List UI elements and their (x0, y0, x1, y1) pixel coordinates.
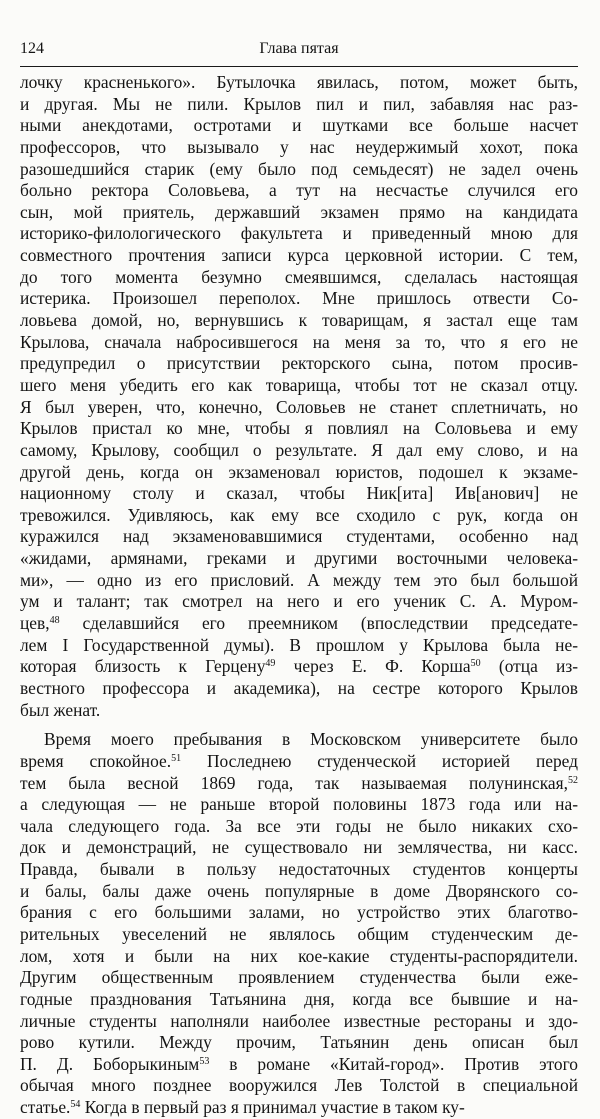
text-line: обычая много позднее вооружился Лев Толстой в специальной (20, 1075, 578, 1096)
text-line: чала следующего года. За все эти годы не было никаких схо- (20, 815, 578, 836)
running-head: Глава пятая (259, 40, 339, 57)
text-line: Крылова, сначала набросившегося на меня за то, что я его не (20, 331, 578, 352)
text-line: ловьева домой, но, вернувшись к товарищам, я застал еще там (20, 310, 578, 331)
text-line: совместного прочтения записи курса церковной истории. С тем, (20, 245, 578, 266)
text-line: сын, мой приятель, державший экзамен прямо на кандидата (20, 201, 578, 222)
text-line: Правда, бывали в пользу недостаточных студентов концерты (20, 859, 578, 880)
paragraph-gap (20, 721, 578, 729)
text-line: ум и талант; так смотрел на него и его ученик С. А. Муром- (20, 591, 578, 612)
text-line: Время моего пребывания в Московском университете было (44, 729, 578, 750)
text-line: был женат. (20, 699, 101, 720)
body-text (20, 72, 578, 1119)
text-line: ми», — одно из его присловий. А между тем это был большой (20, 569, 578, 590)
text-line: и другая. Мы не пили. Крылов пил и пил, забавляя нас раз- (20, 93, 578, 114)
text-line: лем I Государственной думы). В прошлом у Крылова была не- (20, 634, 578, 655)
text-line: больно ректора Соловьева, а тут на несчастье случился его (20, 180, 578, 201)
text-line: цев,$^{48}$ сделавшийся его преемником (впоследствии председате- (20, 613, 578, 634)
text-line: предупредил о присутствии ректорского сына, потом просив- (20, 353, 578, 374)
text-line: историко-филологического факультета и приведенный мною для (20, 223, 578, 244)
page-header (20, 40, 578, 67)
text-line: Крылов пристал ко мне, чтобы я повлиял на Соловьева и ему (20, 418, 578, 439)
text-line: истерика. Произошел переполох. Мне пришлось отвести Со- (20, 288, 578, 309)
text-line: док и демонстраций, не существовало ни землячества, ни касс. (20, 837, 578, 858)
paragraph (20, 729, 578, 1119)
footnote-marker: 51 (171, 752, 182, 764)
footnote-marker: 53 (199, 1055, 210, 1067)
text-line: годные празднования Татьянина дня, когда все бывшие и на- (20, 988, 578, 1009)
text-line: личные студенты наполняли наиболее известные рестораны и здо- (20, 1010, 578, 1031)
text-line: другой день, когда он экзаменовал юристов, подошел к экзаме- (20, 461, 578, 482)
text-line: статье.$^{54}$ Когда в первый раз я принимал участие в таком ку- (20, 1097, 465, 1118)
text-line: а следующая — не раньше второй половины 1873 года или на- (20, 794, 578, 815)
text-line: Другим общественным проявлением студенчества были еже- (20, 967, 578, 988)
text-line: национному столу и сказал, чтобы Ник[ита] Ив[анович] не (20, 483, 578, 504)
text-line: до того момента безумно смеявшимся, сделалась настоящая (20, 266, 578, 287)
page-number: 124 (20, 40, 44, 57)
footnote-marker: 54 (70, 1099, 81, 1111)
text-line: которая близость к Герцену$^{49}$ через Е. Ф. Корша$^{50}$ (отца из- (20, 656, 578, 677)
text-line: рово кутили. Между прочим, Татьянин день описан был (20, 1032, 578, 1053)
footnote-marker: 52 (568, 774, 578, 786)
footnote-marker: 49 (265, 658, 276, 670)
text-line: время спокойное.$^{51}$ Последнею студенческой историей перед (20, 750, 578, 771)
text-line: Я был уверен, что, конечно, Соловьев не станет сплетничать, но (20, 396, 578, 417)
text-line: профессоров, что вызывало у нас неудержимый хохот, пока (20, 136, 578, 157)
text-line: тревожился. Удивляюсь, как ему все сходило с рук, когда он (20, 504, 578, 525)
text-line: и балы, балы даже очень популярные в доме Дворянского со- (20, 880, 578, 901)
text-line: куражился над экзаменовавшимися студентами, особенно над (20, 526, 578, 547)
text-line: разошедшийся старик (ему было под семьдесят) не задел очень (20, 158, 578, 179)
text-line: лочку красненького». Бутылочка явилась, потом, может быть, (20, 72, 578, 92)
text-line: самому, Крылову, сообщил о результате. Я дал ему слово, и на (20, 439, 578, 460)
text-line: тем была весной 1869 года, так называемая полунинская,$^{52}$ (20, 772, 578, 793)
text-line: вестного профессора и академика), на сестре которого Крылов (20, 677, 578, 698)
text-line: «жидами, армянами, греками и другими восточными человека- (20, 548, 578, 569)
text-line: ными анекдотами, остротами и шутками все больше насчет (20, 115, 578, 136)
text-line: брания с его большими залами, но устройство этих благотво- (20, 902, 578, 923)
footnote-marker: 48 (49, 615, 60, 627)
text-line: рительных увеселений не являлось общим студенческим де- (20, 923, 578, 944)
paragraph (20, 72, 578, 721)
text-line: лом, хотя и были на них кое-какие студенты-распорядители. (20, 945, 578, 966)
text-line: П. Д. Боборыкиным$^{53}$ в романе «Китай-город». Против этого (20, 1053, 578, 1074)
text-line: шего меня убедить его как товарища, чтобы тот не сказал отцу. (20, 374, 578, 395)
footnote-marker: 50 (470, 658, 481, 670)
